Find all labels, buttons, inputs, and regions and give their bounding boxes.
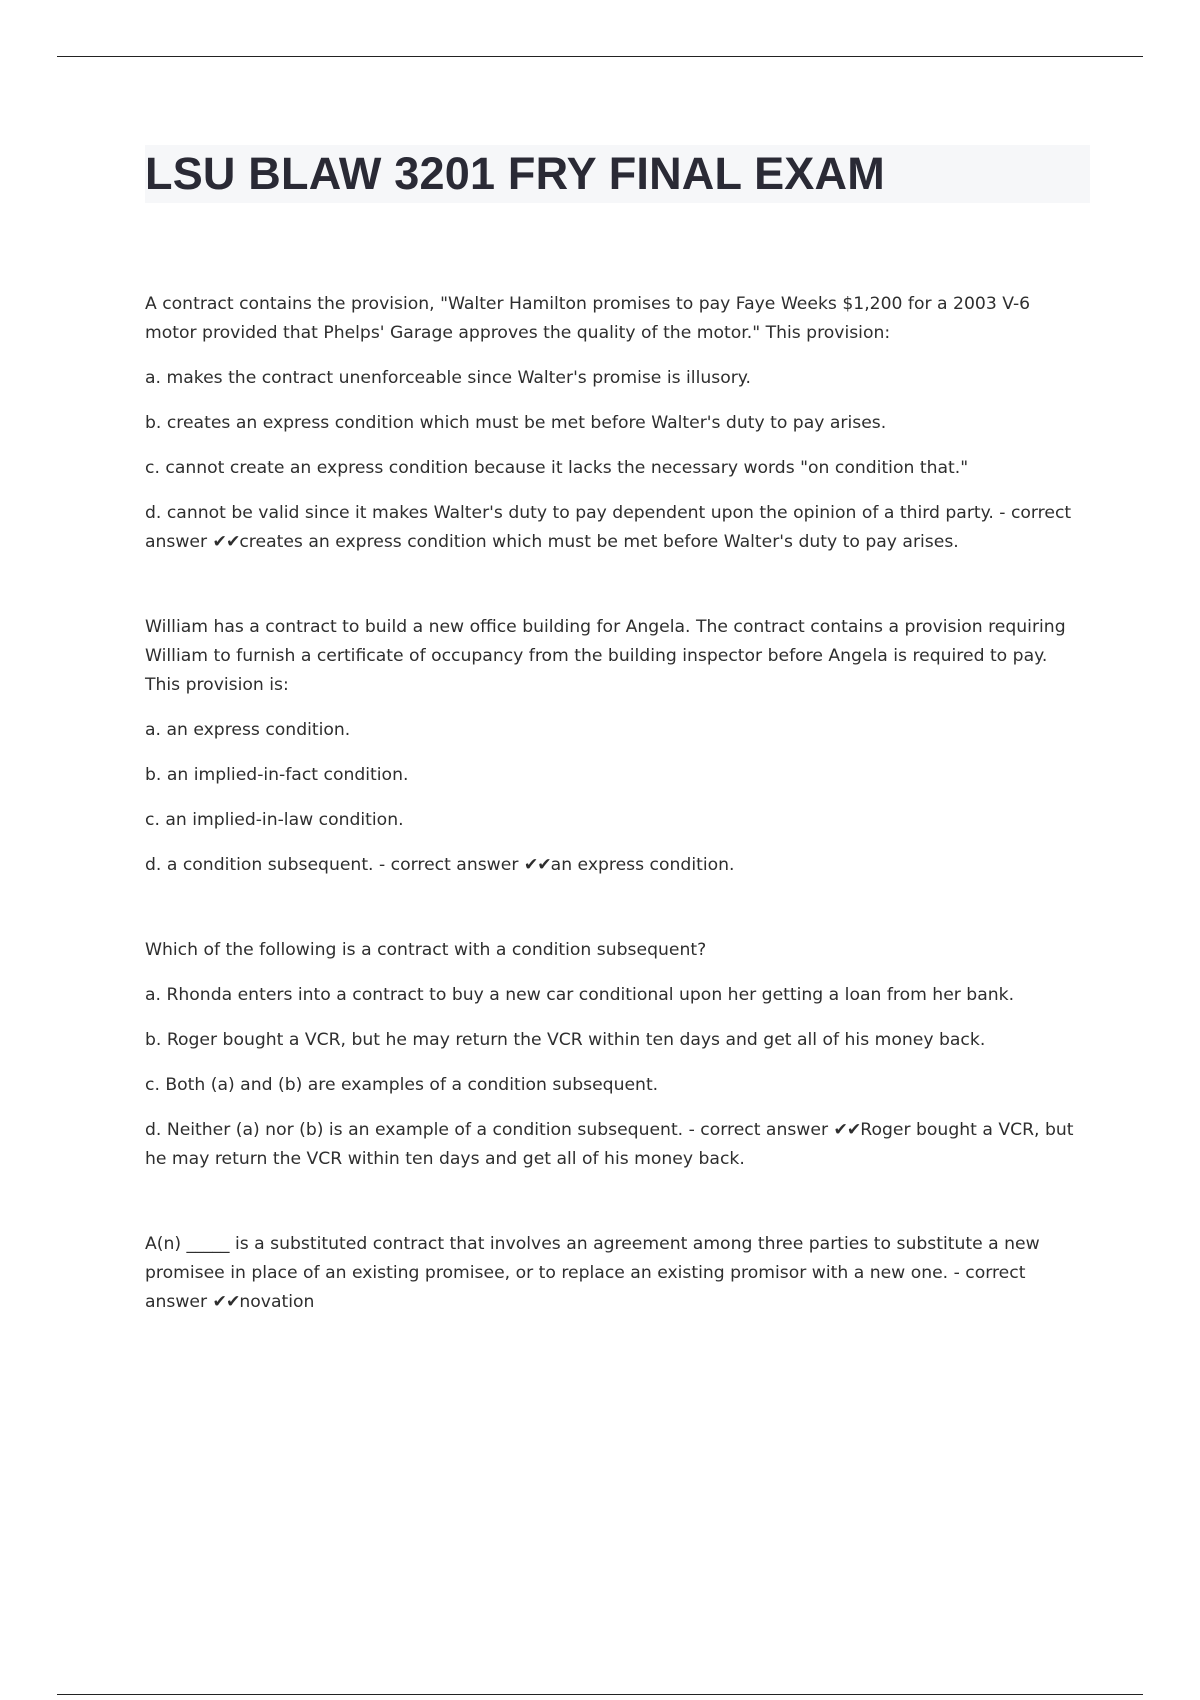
question-block-1 bbox=[145, 290, 1085, 557]
option-c: c. cannot create an express condition because it lacks the necessary words "on condition that." bbox=[145, 458, 969, 478]
correct-answer-label: - correct answer bbox=[145, 503, 1072, 552]
option-c: c. Both (a) and (b) are examples of a condition subsequent. bbox=[145, 1075, 659, 1095]
option-d-with-answer bbox=[145, 499, 1085, 557]
question-block-2 bbox=[145, 613, 1085, 880]
double-check-icon: ✔✔ bbox=[212, 1292, 240, 1312]
option-d-with-answer bbox=[145, 851, 1085, 880]
option-b: b. an implied-in-fact condition. bbox=[145, 765, 409, 785]
option-d: d. cannot be valid since it makes Walter's duty to pay dependent upon the opinion of a third party. bbox=[145, 503, 994, 523]
double-check-icon: ✔✔ bbox=[833, 1120, 861, 1140]
option-d: d. Neither (a) nor (b) is an example of a condition subsequent. bbox=[145, 1120, 684, 1140]
option-d: d. a condition subsequent. bbox=[145, 855, 374, 875]
option-d-with-answer bbox=[145, 1116, 1085, 1174]
question-block-4 bbox=[145, 1230, 1085, 1317]
question-text: A(n) _____ is a substituted contract that involves an agreement among three parties to substitute a new promisee in place of an existing promisee, or to replace an existing promisor with a new one. bbox=[145, 1234, 1040, 1283]
option-c: c. an implied-in-law condition. bbox=[145, 810, 404, 830]
double-check-icon: ✔✔ bbox=[523, 855, 551, 875]
correct-answer-text: creates an express condition which must be met before Walter's duty to pay arises. bbox=[239, 532, 959, 552]
correct-answer-label: - correct answer bbox=[145, 1263, 1026, 1312]
correct-answer-text: Roger bought a VCR, but he may return the VCR within ten days and get all of his money back. bbox=[145, 1120, 1074, 1169]
option-a: a. an express condition. bbox=[145, 720, 351, 740]
header-rule bbox=[57, 56, 1143, 57]
correct-answer-label: - correct answer bbox=[683, 1120, 834, 1140]
question-block-3 bbox=[145, 936, 1085, 1174]
question-text: William has a contract to build a new office building for Angela. The contract contains a provision requiring William to furnish a certificate of occupancy from the building inspector before Angela is required to pay. This provision is: bbox=[145, 617, 1066, 695]
document-body bbox=[145, 290, 1085, 1373]
correct-answer-text: an express condition. bbox=[550, 855, 735, 875]
document-title: LSU BLAW 3201 FRY FINAL EXAM bbox=[145, 148, 885, 199]
question-text: Which of the following is a contract with a condition subsequent? bbox=[145, 940, 707, 960]
correct-answer-label: - correct answer bbox=[373, 855, 524, 875]
option-b: b. Roger bought a VCR, but he may return the VCR within ten days and get all of his money back. bbox=[145, 1030, 986, 1050]
option-a: a. makes the contract unenforceable since Walter's promise is illusory. bbox=[145, 368, 751, 388]
correct-answer-text: novation bbox=[239, 1292, 315, 1312]
option-b: b. creates an express condition which must be met before Walter's duty to pay arises. bbox=[145, 413, 887, 433]
footer-rule bbox=[57, 1694, 1143, 1695]
double-check-icon: ✔✔ bbox=[212, 532, 240, 552]
option-a: a. Rhonda enters into a contract to buy a new car conditional upon her getting a loan from her bank. bbox=[145, 985, 1015, 1005]
question-text-with-answer bbox=[145, 1230, 1085, 1317]
question-text: A contract contains the provision, "Walter Hamilton promises to pay Faye Weeks $1,200 for a 2003 V-6 motor provided that Phelps' Garage approves the quality of the motor." This provision: bbox=[145, 294, 1031, 343]
